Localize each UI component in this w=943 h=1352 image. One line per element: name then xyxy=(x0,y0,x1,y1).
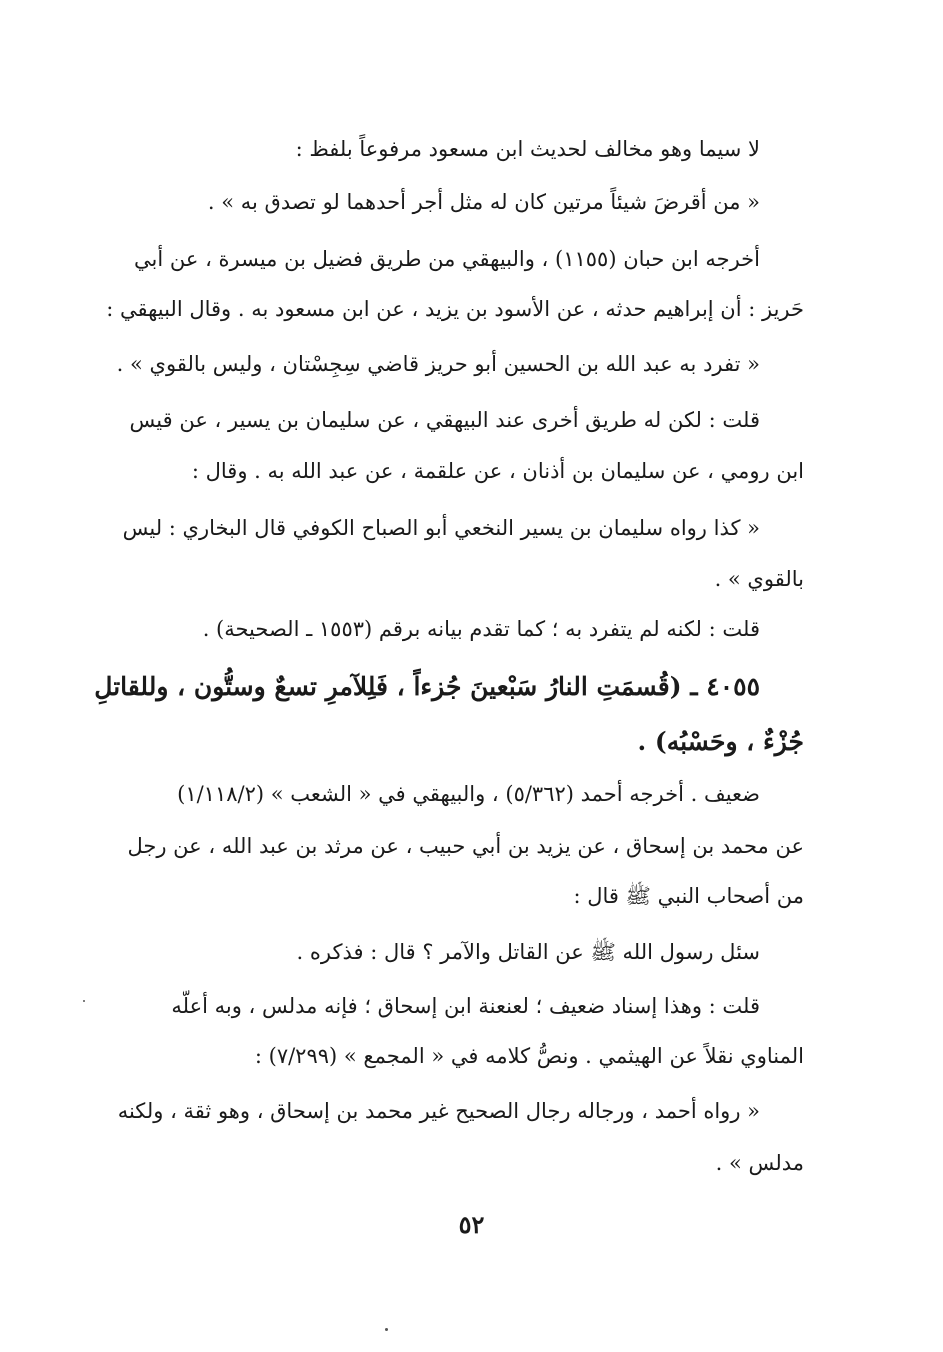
text-line: قلت : لكنه لم يتفرد به ؛ كما تقدم بيانه برقم (١٥٥٣ ـ الصحيحة) . xyxy=(202,617,760,641)
text-line: حَريز : أن إبراهيم حدثه ، عن الأسود بن يزيد ، عن ابن مسعود به . وقال البيهقي : xyxy=(106,297,804,321)
quote-line: بالقوي » . xyxy=(714,567,804,591)
hadith-heading: جُزْءٌ ، وحَسْبُه) . xyxy=(637,727,804,756)
quote-line: « تفرد به عبد الله بن الحسين أبو حريز قاضي سِجِسْتان ، وليس بالقوي » . xyxy=(116,352,760,376)
quote-line: « رواه أحمد ، ورجاله رجال الصحيح غير محمد بن إسحاق ، وهو ثقة ، ولكنه xyxy=(117,1099,760,1123)
text-line: قلت : وهذا إسناد ضعيف ؛ لعنعنة ابن إسحاق ؛ فإنه مدلس ، وبه أعلَّه xyxy=(171,994,760,1018)
text-line: ضعيف . أخرجه أحمد (٥/٣٦٢) ، والبيهقي في « الشعب » (١/١١٨/٢) xyxy=(177,782,760,806)
text-line: ابن رومي ، عن سليمان بن أذنان ، عن علقمة ، عن عبد الله به . وقال : xyxy=(191,459,804,483)
text-line: عن محمد بن إسحاق ، عن يزيد بن أبي حبيب ، عن مرثد بن عبد الله ، عن رجل xyxy=(127,834,804,858)
speck-dot xyxy=(385,1328,388,1331)
quote-line: مدلس » . xyxy=(715,1151,804,1175)
hadith-heading: ٤٠٥٥ ـ (قُسمَتِ النارُ سَبْعينَ جُزءاً ، فَلِلآمرِ تسعٌ وستُّون ، وللقاتلِ xyxy=(94,672,760,701)
text-line: أخرجه ابن حبان (١١٥٥) ، والبيهقي من طريق فضيل بن ميسرة ، عن أبي xyxy=(134,247,760,271)
speck-dot xyxy=(83,1000,85,1002)
quote-line: « من أقرضَ شيئاً مرتين كان له مثل أجر أحدهما لو تصدق به » . xyxy=(207,190,760,214)
text-line: المناوي نقلاً عن الهيثمي . ونصُّ كلامه في « المجمع » (٧/٢٩٩) : xyxy=(254,1044,804,1068)
text-line: لا سيما وهو مخالف لحديث ابن مسعود مرفوعاً بلفظ : xyxy=(295,137,760,161)
text-line: سئل رسول الله ﷺ عن القاتل والآمر ؟ قال : فذكره . xyxy=(296,940,760,964)
text-line: قلت : لكن له طريق أخرى عند البيهقي ، عن سليمان بن يسير ، عن قيس xyxy=(129,408,760,432)
quote-line: « كذا رواه سليمان بن يسير النخعي أبو الصباح الكوفي قال البخاري : ليس xyxy=(122,516,760,540)
page-number: ٥٢ xyxy=(458,1210,485,1239)
text-line: من أصحاب النبي ﷺ قال : xyxy=(573,884,804,908)
